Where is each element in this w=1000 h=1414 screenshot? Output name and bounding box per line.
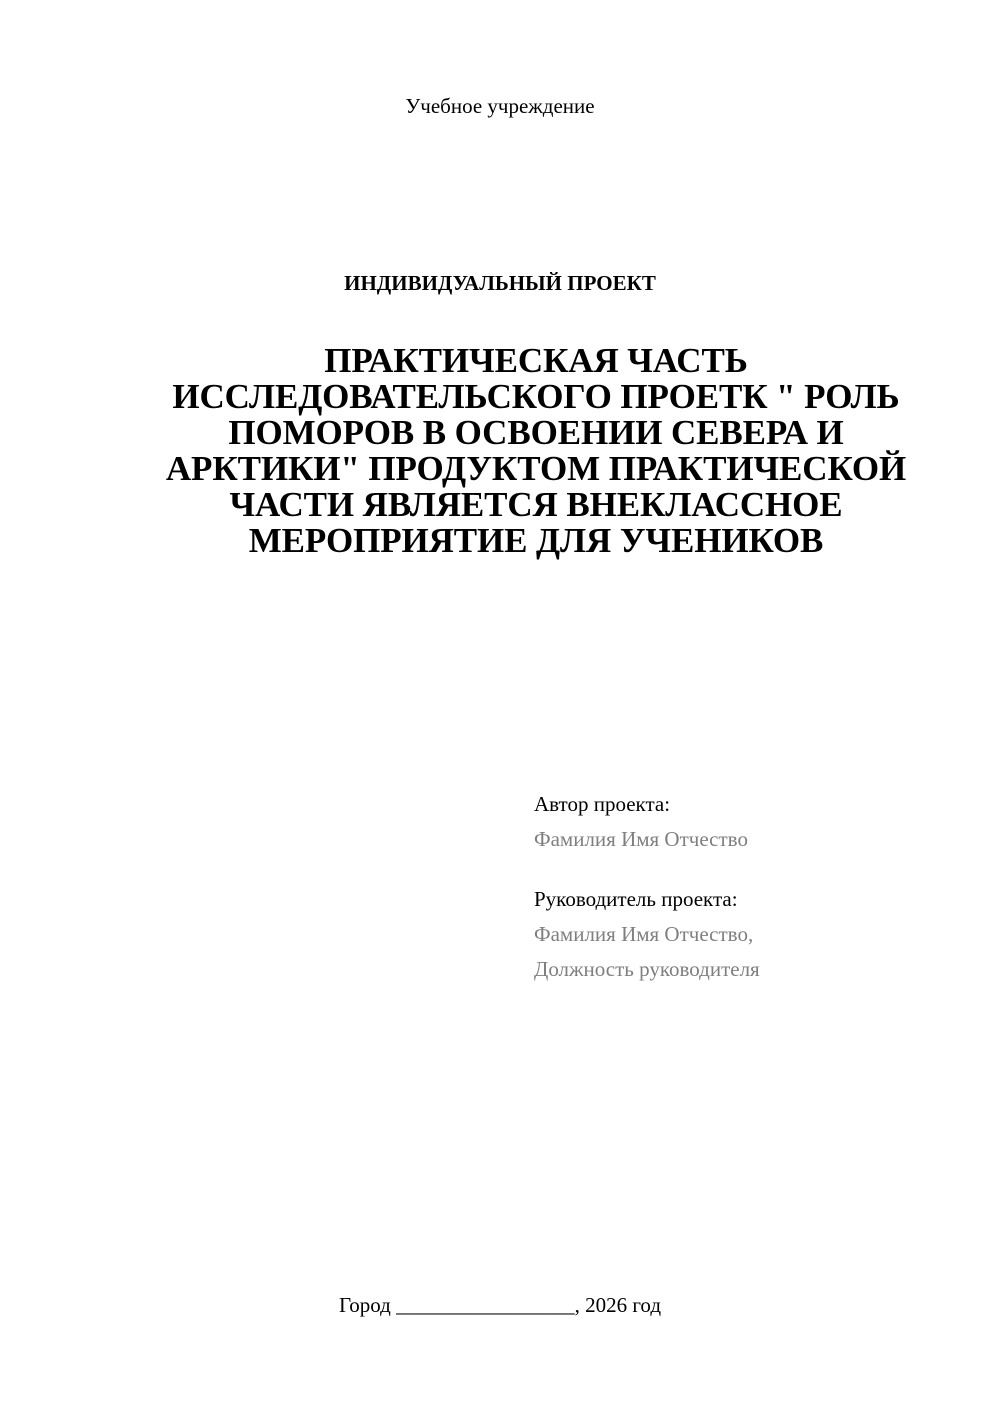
info-spacer — [534, 860, 974, 885]
supervisor-label: Руководитель проекта: — [534, 887, 738, 911]
author-label: Автор проекта: — [534, 792, 671, 816]
institution-name: Учебное учреждение — [405, 94, 595, 118]
supervisor-position: Должность руководителя — [534, 957, 760, 981]
author-name: Фамилия Имя Отчество — [534, 827, 748, 851]
project-title: ПРАКТИЧЕСКАЯ ЧАСТЬ ИССЛЕДОВАТЕЛЬСКОГО ПРОЕТК " РОЛЬ ПОМОРОВ В ОСВОЕНИИ СЕВЕРА И АРКТИКИ" ПРОДУКТОМ ПРАКТИЧЕСКОЙ ЧАСТИ ЯВЛЯЕТСЯ ВНЕКЛАССНОЕ МЕРОПРИЯТИЕ ДЛЯ УЧЕНИКОВ — [165, 341, 907, 560]
supervisor-name: Фамилия Имя Отчество, — [534, 922, 754, 946]
project-type-heading: ИНДИВИДУАЛЬНЫЙ ПРОЕКТ — [344, 271, 656, 295]
city-year-line: Город _________________, 2026 год — [338, 1293, 662, 1317]
project-info-block — [534, 790, 974, 990]
